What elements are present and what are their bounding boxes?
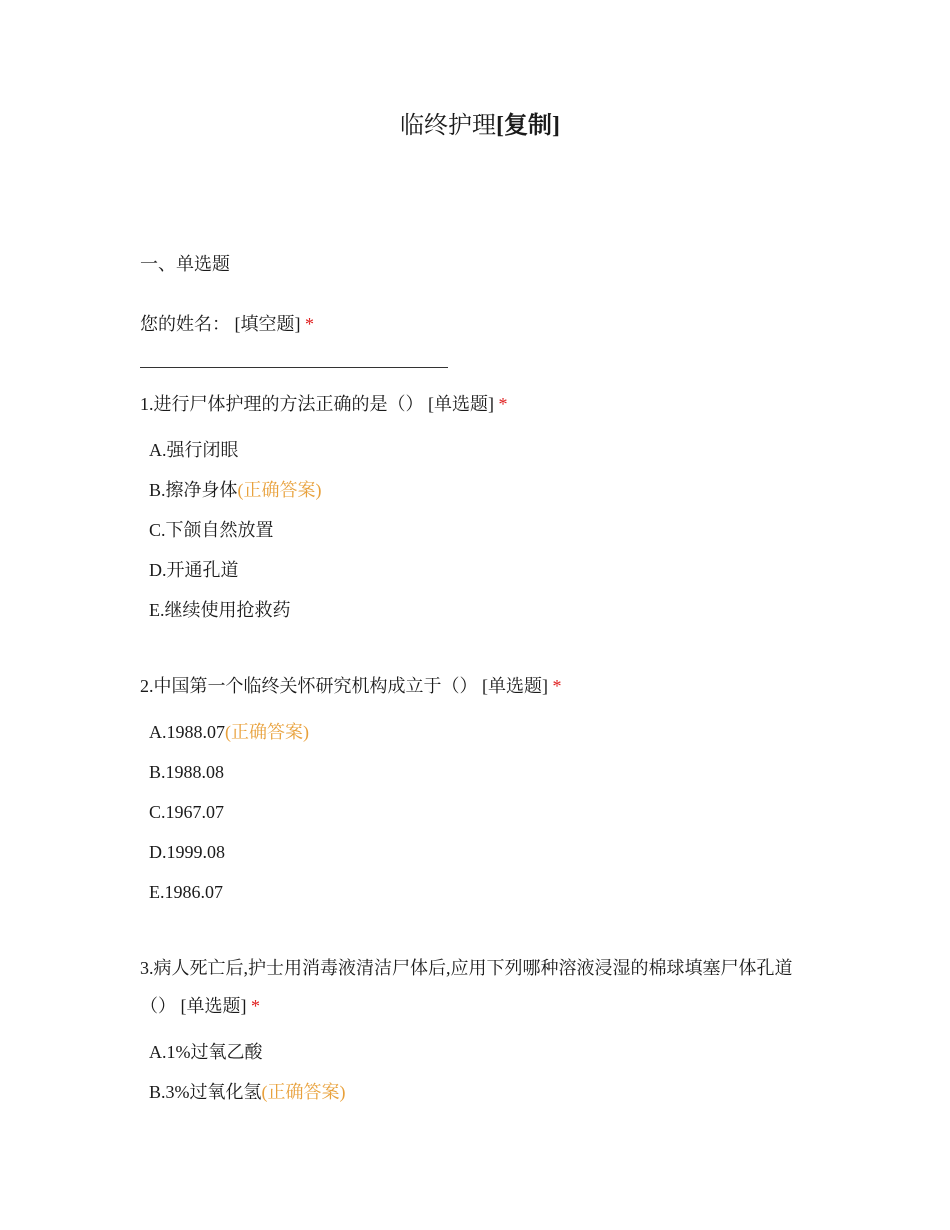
- option-label: B.1988.08: [149, 762, 225, 782]
- correct-answer-tag: (正确答案): [237, 480, 322, 500]
- correct-answer-tag: (正确答案): [261, 1082, 346, 1102]
- required-mark: *: [498, 394, 508, 414]
- option-label: D.1999.08: [149, 842, 225, 862]
- option-2c[interactable]: [149, 799, 224, 825]
- question-type-tag: [单选题]: [428, 394, 494, 414]
- question-text: 1.进行尸体护理的方法正确的是（）: [140, 394, 424, 414]
- option-1c[interactable]: [149, 517, 274, 543]
- option-1a[interactable]: [149, 437, 239, 463]
- option-label: A.1%过氧乙酸: [149, 1042, 263, 1062]
- option-label: A.1988.07: [149, 722, 225, 742]
- option-label: E.1986.07: [149, 882, 223, 902]
- question-type-tag: [单选题]: [482, 676, 548, 696]
- section-heading: 一、单选题: [140, 254, 230, 274]
- question-text: 3.病人死亡后,护士用消毒液清洁尸体后,应用下列哪种溶液浸湿的棉球填塞尸体孔道（）: [140, 958, 793, 1016]
- option-2b[interactable]: [149, 759, 224, 785]
- option-label: A.强行闭眼: [149, 440, 239, 460]
- name-question: [140, 311, 314, 337]
- option-label: E.继续使用抢救药: [149, 600, 291, 620]
- question-3: [140, 949, 810, 1025]
- name-label: 您的姓名：: [140, 314, 230, 334]
- option-3a[interactable]: [149, 1039, 263, 1065]
- option-2d[interactable]: [149, 839, 225, 865]
- required-mark: *: [251, 996, 260, 1016]
- question-type-tag: [单选题]: [180, 996, 247, 1016]
- name-type-tag: [填空题]: [234, 314, 301, 334]
- option-1d[interactable]: [149, 557, 239, 583]
- name-answer-blank[interactable]: [140, 367, 448, 368]
- option-label: D.开通孔道: [149, 560, 239, 580]
- title-main: 临终护理: [400, 113, 496, 139]
- option-label: C.下颌自然放置: [149, 520, 274, 540]
- option-label: B.3%过氧化氢: [149, 1082, 262, 1102]
- question-1: [140, 391, 508, 417]
- option-2e[interactable]: [149, 879, 223, 905]
- title-suffix: [复制]: [496, 113, 560, 139]
- option-1b[interactable]: [149, 477, 322, 503]
- option-2a[interactable]: [149, 719, 309, 745]
- required-mark: *: [552, 676, 562, 696]
- option-label: C.1967.07: [149, 802, 225, 822]
- question-2: [140, 673, 562, 699]
- correct-answer-tag: (正确答案): [225, 722, 309, 742]
- option-1e[interactable]: [149, 597, 291, 623]
- page-title: [0, 110, 950, 142]
- option-3b[interactable]: [149, 1079, 346, 1105]
- question-text: 2.中国第一个临终关怀研究机构成立于（）: [140, 676, 478, 696]
- required-mark: *: [305, 314, 314, 334]
- option-label: B.擦净身体: [149, 480, 238, 500]
